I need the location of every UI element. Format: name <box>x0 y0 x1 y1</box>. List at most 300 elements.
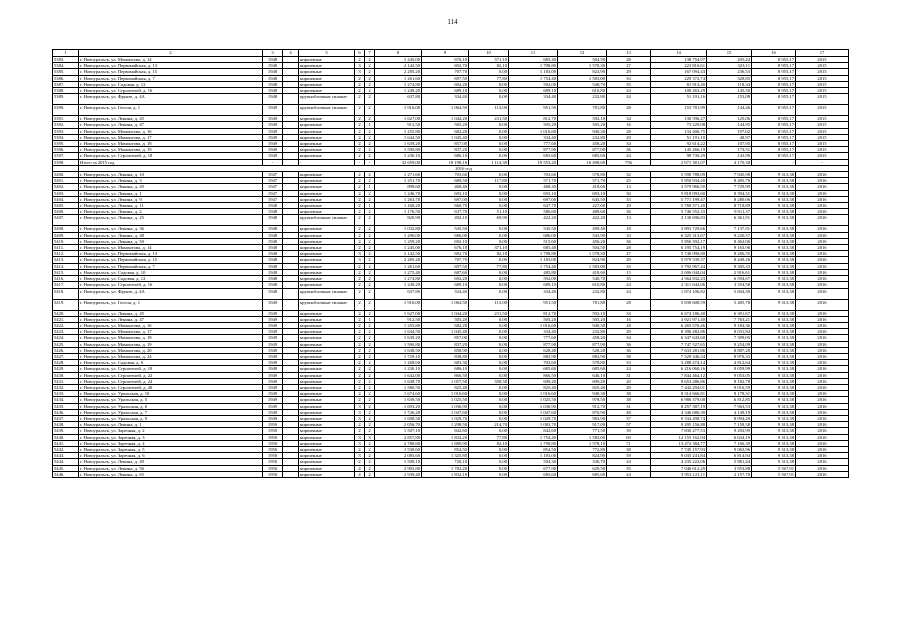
cell-a: 1 638,70 <box>375 378 422 384</box>
cell-addr: г. Новоуральск, ул. Садовая, д. 6 <box>79 360 263 366</box>
cell-c: 82,10 <box>469 440 509 446</box>
cell-a: 1 259,20 <box>375 238 422 244</box>
cell-addr: г. Новоуральск, ул. Ленина, д. 56 <box>79 465 263 471</box>
cell-i: 8 653 286,86 <box>651 378 707 384</box>
cell-f: 3 <box>355 440 365 446</box>
cell-d: 1 036,90 <box>509 403 558 409</box>
cell-m: кирпичные <box>299 453 355 459</box>
cell-g: 877,90 <box>558 147 607 153</box>
cell-a: 820,90 <box>375 215 422 226</box>
cell-a: 1 627,00 <box>375 116 422 122</box>
cell-n: 5415. <box>53 269 79 275</box>
cell-y: 1948 <box>263 251 283 257</box>
table-header-row <box>53 50 849 57</box>
cell-n: 5424. <box>53 335 79 341</box>
cell-f: 2 <box>355 75 365 81</box>
cell-e: 2 <box>365 116 375 122</box>
cell-addr: г. Новоуральск, ул. Заречная, д. 5 <box>79 446 263 452</box>
cell-g: 505,20 <box>558 316 607 322</box>
cell-d: 866,50 <box>509 372 558 378</box>
cell-l: 2016 <box>796 459 849 465</box>
cell-y: 1948 <box>263 81 283 87</box>
cell-a: 1 255,80 <box>375 128 422 134</box>
cell-m: кирпичные <box>299 226 355 232</box>
cell-h: 18 <box>607 226 651 232</box>
cell-a: 1 249,20 <box>375 88 422 94</box>
cell-g: 504,50 <box>558 245 607 251</box>
cell-m: кирпичные <box>299 196 355 202</box>
cell-j: 236,53 <box>707 69 752 75</box>
cell-h: 38 <box>607 391 651 397</box>
cell-n: 5412. <box>53 251 79 257</box>
cell-n: 5414. <box>53 263 79 269</box>
cell-e: 2 <box>365 322 375 328</box>
cell-c: 0,00 <box>469 184 509 190</box>
cell-m: кирпичные <box>299 391 355 397</box>
cell-f: 2 <box>355 329 365 335</box>
cell-addr: г. Новоуральск, ул. Ленина, д. 9 <box>79 196 263 202</box>
cell-y: 1949 <box>263 134 283 140</box>
cell-h: 24 <box>607 153 651 159</box>
cell-g: 825,40 <box>558 384 607 390</box>
cell-g: 1 578,30 <box>558 63 607 69</box>
cell-i: 7 529 346,34 <box>651 353 707 359</box>
cell-g: 940,30 <box>558 391 607 397</box>
cell-m: кирпичные <box>299 69 355 75</box>
cell-i: 130 596,27 <box>651 116 707 122</box>
cell-h: 29 <box>607 203 651 209</box>
cell-c: 0,00 <box>469 172 509 178</box>
cell-m: кирпичные <box>299 440 355 446</box>
cell-f: 2 <box>355 196 365 202</box>
cell-k: 8 955,17 <box>752 153 796 159</box>
cell-m: кирпичные <box>299 282 355 288</box>
cell-i: 5 979 539,37 <box>651 257 707 263</box>
cell-b: 838,80 <box>422 353 469 359</box>
cell-b: 857,00 <box>422 141 469 147</box>
cell-e: 2 <box>365 422 375 428</box>
cell-j: 7 137,91 <box>707 226 752 232</box>
cell-g: 1 578,10 <box>558 440 607 446</box>
cell-f: 3 <box>355 63 365 69</box>
cell-y: 1947 <box>263 178 283 184</box>
cell-n: 5418. <box>53 288 79 299</box>
cell-i: 7 442 294,01 <box>651 384 707 390</box>
cell-e: 2 <box>365 105 375 116</box>
header-cell: 12 <box>558 50 607 57</box>
cell-y: 1948 <box>263 263 283 269</box>
cell-j: 9 220,57 <box>707 232 752 238</box>
cell-c: 231,50 <box>469 310 509 316</box>
cell-k: 9 313,38 <box>752 353 796 359</box>
cell-b: 707,70 <box>422 69 469 75</box>
cell-g: 610,80 <box>558 282 607 288</box>
cell-l: 2016 <box>796 316 849 322</box>
cell-c: 0,00 <box>469 316 509 322</box>
cell-k: 9 313,38 <box>752 440 796 446</box>
cell-f: 2 <box>355 269 365 275</box>
cell-c: 0,00 <box>469 465 509 471</box>
cell-l: 2016 <box>796 353 849 359</box>
cell-e: 1 <box>365 122 375 128</box>
cell-d: 1 016,60 <box>509 322 558 328</box>
cell-l: 2016 <box>796 372 849 378</box>
cell-f: 3 <box>355 415 365 421</box>
cell-n: 5406. <box>53 209 79 215</box>
cell-f: 2 <box>355 459 365 465</box>
cell-k: 9 313,38 <box>752 245 796 251</box>
cell-addr: г. Новоуральск, ул. Ленина, д. 47 <box>79 122 263 128</box>
cell-a: 1 275,40 <box>375 269 422 275</box>
cell-e: 2 <box>365 269 375 275</box>
cell-l: 2015 <box>796 153 849 159</box>
cell-h: 35 <box>607 81 651 87</box>
cell-n: 5407. <box>53 215 79 226</box>
cell-e: 2 <box>365 459 375 465</box>
cell-addr: г. Новоуральск, ул. Ленина, д. 1 <box>79 190 263 196</box>
cell-n: 5446. <box>53 471 79 477</box>
cell-l: 2016 <box>796 391 849 397</box>
cell-i: 5 771 199,47 <box>651 196 707 202</box>
cell-addr: г. Новоуральск, ул. Ленина, д. 65 <box>79 471 263 477</box>
cell-i: 4 564 832,23 <box>651 276 707 282</box>
cell-e: 2 <box>365 81 375 87</box>
cell-f: 2 <box>355 141 365 147</box>
cell-m: кирпичные <box>299 372 355 378</box>
cell-j: 8 462,06 <box>707 238 752 244</box>
cell-addr: г. Новоуральск, ул. Первомайская, д. 13 <box>79 63 263 69</box>
cell-n: 5431. <box>53 378 79 384</box>
cell-k: 9 313,38 <box>752 196 796 202</box>
cell-a: 2 285,20 <box>375 257 422 263</box>
cell-d: 677,90 <box>509 465 558 471</box>
cell-h: 24 <box>607 288 651 299</box>
cell-l: 2016 <box>796 172 849 178</box>
cell-e: 2 <box>365 75 375 81</box>
cell-e: 2 <box>365 329 375 335</box>
cell-a: 1 590,80 <box>375 147 422 153</box>
cell-i: 6 347 643,60 <box>651 335 707 341</box>
cell-d: 334,40 <box>509 329 558 335</box>
cell-b: 1 047,60 <box>422 409 469 415</box>
cell-b: 686,10 <box>422 366 469 372</box>
cell-c: 82,10 <box>469 63 509 69</box>
cell-b: 854,50 <box>422 446 469 452</box>
cell-k: 8 955,17 <box>752 63 796 69</box>
cell-i: 5 760 571,20 <box>651 203 707 209</box>
cell-b: 707,70 <box>422 257 469 263</box>
cell-m: кирпичные <box>299 322 355 328</box>
cell-h: 24 <box>607 282 651 288</box>
cell-j: 7 945,98 <box>707 172 752 178</box>
cell-e: 1 <box>365 184 375 190</box>
cell-m: кирпичные <box>299 366 355 372</box>
cell-a: 1 245,00 <box>375 57 422 63</box>
cell-c: 0,00 <box>469 196 509 202</box>
cell-g: 646,10 <box>558 372 607 378</box>
cell-m: кирпичные <box>299 459 355 465</box>
header-cell: 1 <box>53 50 79 57</box>
cell-c: 0,00 <box>469 453 509 459</box>
cell-addr: г. Новоуральск, ул. Заречная, д. 6 <box>79 453 263 459</box>
cell-d: 334,40 <box>509 134 558 140</box>
cell-j: 7 158,38 <box>707 422 752 428</box>
cell-e: 2 <box>365 282 375 288</box>
cell-d: 1 047,60 <box>509 409 558 415</box>
cell-y: 1950 <box>263 446 283 452</box>
cell-y: 1949 <box>263 335 283 341</box>
cell-c: 358,30 <box>469 378 509 384</box>
table-row <box>53 471 849 477</box>
cell-h: 31 <box>607 372 651 378</box>
cell-a: 1 729,10 <box>375 353 422 359</box>
cell-k: 8 955,17 <box>752 134 796 140</box>
cell-f: 3 <box>355 453 365 459</box>
cell-i: 6 195 754,19 <box>651 245 707 251</box>
cell-c: 0,00 <box>469 415 509 421</box>
cell-h: 36 <box>607 209 651 215</box>
cell-k: 8 955,17 <box>752 69 796 75</box>
cell-c: 0,00 <box>469 288 509 299</box>
cell-j: 9 059,99 <box>707 366 752 372</box>
cell-n: 5428. <box>53 360 79 366</box>
cell-c: 0,00 <box>469 428 509 434</box>
cell-a: 2 142,50 <box>375 251 422 257</box>
cell-y: 1949 <box>263 409 283 415</box>
cell-l: 2015 <box>796 128 849 134</box>
cell-j: 9 292,99 <box>707 428 752 434</box>
cell-addr: г. Новоуральск, ул. Мамонтова, д. 24 <box>79 353 263 359</box>
cell-e: 2 <box>365 257 375 263</box>
cell-c: 0,00 <box>469 446 509 452</box>
cell-j: 8 178,31 <box>707 391 752 397</box>
cell-g: 940,30 <box>558 128 607 134</box>
header-cell: 6 <box>355 50 365 57</box>
cell-addr: г. Новоуральск, ул. Ленина, д. 45 <box>79 310 263 316</box>
cell-m: кирпичные <box>299 347 355 353</box>
cell-a: 1 249,20 <box>375 282 422 288</box>
cell-a: 1 674,60 <box>375 391 422 397</box>
cell-g: 1 583,00 <box>558 75 607 81</box>
cell-c: 0,00 <box>469 276 509 282</box>
cell-e: 2 <box>365 190 375 196</box>
cell-b: 1 016,60 <box>422 391 469 397</box>
cell-k: 9 313,38 <box>752 203 796 209</box>
cell-m: кирпичные <box>299 397 355 403</box>
cell-c: 0,00 <box>469 226 509 232</box>
cell-f: 2 <box>355 428 365 434</box>
cell-c: 0,00 <box>469 329 509 335</box>
cell-l: - <box>796 159 849 165</box>
cell-a: 637,80 <box>375 288 422 299</box>
cell-h: 30 <box>607 190 651 196</box>
cell-j: 4 170,30 <box>707 159 752 165</box>
cell-h: 29 <box>607 134 651 140</box>
cell-m: крупноблочные силикат <box>299 105 355 116</box>
cell-n: 5416. <box>53 276 79 282</box>
cell-c: 0,00 <box>469 232 509 238</box>
cell-y: 1948 <box>263 269 283 275</box>
cell-b: 1 025,50 <box>422 397 469 403</box>
cell-j: 197,02 <box>707 128 752 134</box>
cell-d: 505,20 <box>509 316 558 322</box>
cell-y: 1949 <box>263 391 283 397</box>
cell-b: 692,70 <box>422 251 469 257</box>
cell-h: 32 <box>607 172 651 178</box>
cell-m: кирпичные <box>299 422 355 428</box>
cell-g: 232,80 <box>558 134 607 140</box>
cell-k: 9 313,38 <box>752 226 796 232</box>
cell-f: 2 <box>355 391 365 397</box>
cell-addr: г. Новоуральск, ул. Мамонтова, д. 17 <box>79 329 263 335</box>
cell-g: 870,90 <box>558 409 607 415</box>
cell-j: 173,51 <box>707 147 752 153</box>
cell-i: 223 816,61 <box>651 63 707 69</box>
cell-a: 1 263,70 <box>375 196 422 202</box>
cell-k: 5 567,91 <box>752 465 796 471</box>
cell-k: 9 313,38 <box>752 322 796 328</box>
cell-d: 697,00 <box>509 196 558 202</box>
cell-l: 2015 <box>796 147 849 153</box>
cell-m: кирпичные <box>299 203 355 209</box>
cell-a: 1 644,50 <box>375 329 422 335</box>
cell-addr: г. Новоуральск, ул. Фрунзе, д. 4А <box>79 288 263 299</box>
cell-a: 1 642,00 <box>375 372 422 378</box>
cell-f: 2 <box>355 245 365 251</box>
cell-f: 2 <box>355 288 365 299</box>
header-cell: 14 <box>651 50 707 57</box>
cell-h: 33 <box>607 232 651 238</box>
cell-addr: г. Новоуральск, ул. Уральская, д. 7 <box>79 409 263 415</box>
cell-c: 117,80 <box>469 178 509 184</box>
cell-l: 2016 <box>796 257 849 263</box>
cell-g: 610,80 <box>558 88 607 94</box>
cell-n: 5443. <box>53 453 79 459</box>
cell-f: 2 <box>355 215 365 226</box>
cell-e: 2 <box>365 196 375 202</box>
cell-l: 2016 <box>796 378 849 384</box>
cell-i: 100 263,29 <box>651 88 707 94</box>
cell-n: 5413. <box>53 257 79 263</box>
cell-g: 543,90 <box>558 232 607 238</box>
cell-n: 5422. <box>53 322 79 328</box>
cell-addr: г. Новоуральск, ул. Мамонтова, д. 18 <box>79 141 263 147</box>
cell-a: 1 590,80 <box>375 341 422 347</box>
cell-i: 6 986 379,00 <box>651 397 707 403</box>
cell-l: 2015 <box>796 116 849 122</box>
cell-k: 9 313,38 <box>752 341 796 347</box>
cell-k: 9 313,38 <box>752 434 796 440</box>
cell-d: 951,50 <box>509 299 558 310</box>
cell-y: 1949 <box>263 116 283 122</box>
cell-l: 2016 <box>796 322 849 328</box>
cell-m: кирпичные <box>299 190 355 196</box>
cell-c: 0,00 <box>469 203 509 209</box>
cell-g: 877,90 <box>558 341 607 347</box>
cell-h: 29 <box>607 329 651 335</box>
cell-b: 682,20 <box>422 128 469 134</box>
cell-n: 5404. <box>53 196 79 202</box>
cell-b: 703,60 <box>422 172 469 178</box>
cell-addr: г. Новоуральск, ул. Уральская, д. 10 <box>79 391 263 397</box>
cell-y: 1949 <box>263 299 283 310</box>
cell-g: 232,80 <box>558 288 607 299</box>
cell-m: кирпичные <box>299 263 355 269</box>
cell-i: 145 266,19 <box>651 147 707 153</box>
cell-y: 1948 <box>263 232 283 238</box>
cell-addr: г. Новоуральск, ул. Мамонтова, д. 20 <box>79 347 263 353</box>
cell-h: 38 <box>607 446 651 452</box>
cell-d: 1 754,40 <box>509 263 558 269</box>
cell-h: 35 <box>607 465 651 471</box>
cell-f: 2 <box>355 88 365 94</box>
cell-g: 1 583,00 <box>558 434 607 440</box>
cell-a: 2 857,80 <box>375 434 422 440</box>
cell-f: 2 <box>355 190 365 196</box>
cell-a: 1 639,20 <box>375 141 422 147</box>
cell-g: 458,20 <box>558 335 607 341</box>
cell-l: 2016 <box>796 422 849 428</box>
cell-h: 48 <box>607 409 651 415</box>
cell-e: 2 <box>365 453 375 459</box>
cell-j: 8 718,89 <box>707 203 752 209</box>
header-cell: 13 <box>607 50 651 57</box>
cell-y: 1949 <box>263 141 283 147</box>
cell-i: 3 288 474,14 <box>651 360 707 366</box>
cell-a: 912,50 <box>375 316 422 322</box>
cell-n: 5390. <box>53 105 79 116</box>
cell-k: 9 313,38 <box>752 403 796 409</box>
cell-y: 1947 <box>263 190 283 196</box>
cell-n: 5420. <box>53 310 79 316</box>
cell-a: 1 230,10 <box>375 366 422 372</box>
cell-g: 578,80 <box>558 172 607 178</box>
cell-y: 1950 <box>263 459 283 465</box>
cell-i: 51 191,10 <box>651 134 707 140</box>
cell-b: 692,70 <box>422 63 469 69</box>
cell-g: 983,90 <box>558 415 607 421</box>
cell-k: 9 313,38 <box>752 190 796 196</box>
cell-k: 8 955,17 <box>752 147 796 153</box>
cell-b: 1 064,50 <box>422 299 469 310</box>
cell-f: 2 <box>355 238 365 244</box>
cell-l: 2016 <box>796 471 849 477</box>
cell-b: 692,20 <box>422 81 469 87</box>
cell-i: 153 781,99 <box>651 105 707 116</box>
cell-k: 8 955,17 <box>752 116 796 122</box>
cell-y: 1950 <box>263 434 283 440</box>
cell-k: 9 313,38 <box>752 397 796 403</box>
cell-i: 51 191,16 <box>651 94 707 105</box>
cell-h: 29 <box>607 69 651 75</box>
cell-a: 1 580,50 <box>375 384 422 390</box>
page-number: 114 <box>447 18 458 26</box>
cell-h: 28 <box>607 57 651 63</box>
cell-m: кирпичные <box>299 409 355 415</box>
cell-g: 336,70 <box>558 459 607 465</box>
cell-k: 9 313,38 <box>752 415 796 421</box>
cell-b: 692,20 <box>422 276 469 282</box>
cell-k: 9 313,38 <box>752 238 796 244</box>
cell-g: 489,60 <box>558 209 607 215</box>
cell-i: 73 229,08 <box>651 122 707 128</box>
cell-j: 145,50 <box>707 88 752 94</box>
section-title: 2016 год <box>79 165 849 171</box>
cell-d: 877,90 <box>509 147 558 153</box>
cell-c: 1 114,30 <box>469 159 509 165</box>
cell-f: - <box>355 159 365 165</box>
cell-k: 9 313,38 <box>752 372 796 378</box>
